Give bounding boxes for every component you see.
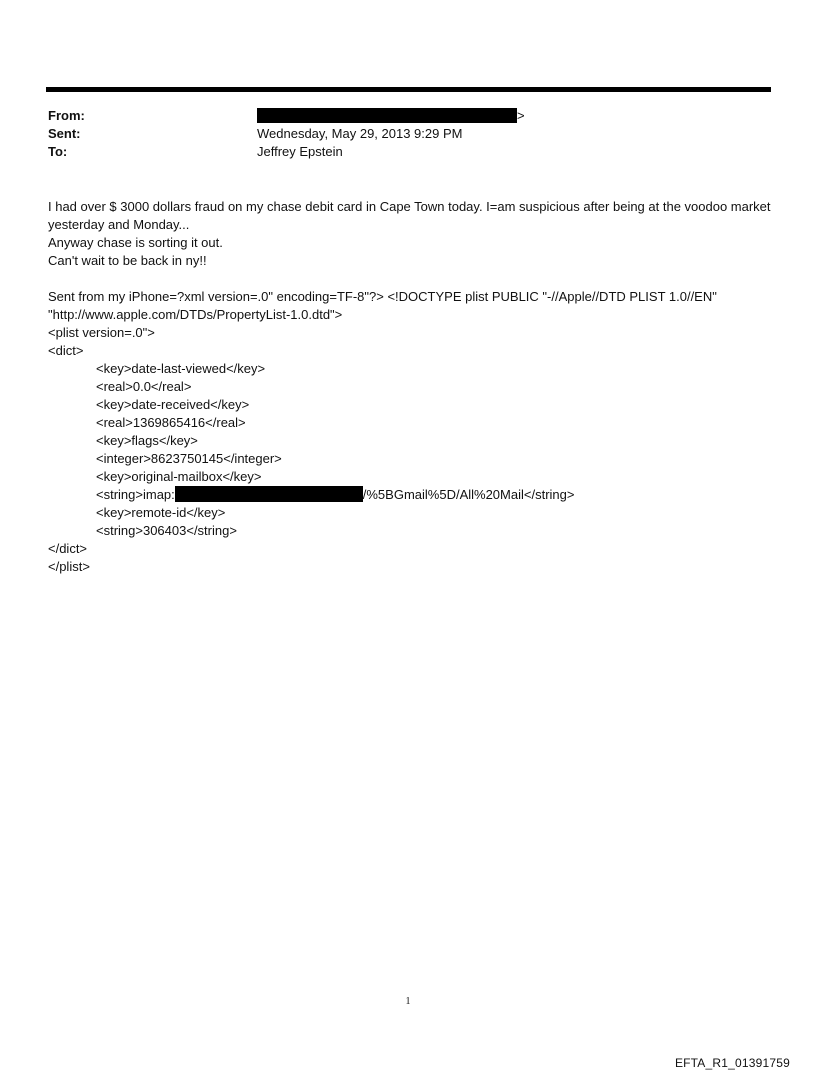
message-line: Can't wait to be back in ny!! <box>48 253 207 268</box>
imap-suffix: /%5BGmail%5D/All%20Mail</string> <box>362 487 575 502</box>
plist-entry: <string>306403</string> <box>96 523 237 538</box>
plist-open: <plist version=.0"> <box>48 325 155 340</box>
from-label: From: <box>48 108 85 123</box>
page-number: 1 <box>405 996 411 1007</box>
plist-entry: <key>original-mailbox</key> <box>96 469 262 484</box>
redaction-block <box>175 486 363 502</box>
plist-entry: <key>date-received</key> <box>96 397 250 412</box>
from-suffix: > <box>517 108 525 123</box>
to-value: Jeffrey Epstein <box>257 144 343 159</box>
to-label: To: <box>48 144 68 159</box>
plist-entry-imap <box>48 486 778 504</box>
dict-close: </dict> <box>48 541 88 556</box>
header-rule <box>46 87 771 92</box>
blank-line <box>48 270 778 288</box>
sent-value: Wednesday, May 29, 2013 9:29 PM <box>257 126 463 141</box>
plist-entry: <real>1369865416</real> <box>96 415 246 430</box>
message-paragraph: I had over $ 3000 dollars fraud on my chase debit card in Cape Town today. I=am suspicious after being at the voodoo market yesterday and Monday... <box>48 199 771 232</box>
plist-entry: <key>date-last-viewed</key> <box>96 361 266 376</box>
from-value <box>257 107 525 125</box>
message-line: Anyway chase is sorting it out. <box>48 235 223 250</box>
sent-label: Sent: <box>48 126 81 141</box>
plist-entry: <key>flags</key> <box>96 433 198 448</box>
plist-entry: <real>0.0</real> <box>96 379 192 394</box>
message-body <box>48 198 778 576</box>
imap-prefix: <string>imap: <box>96 487 175 502</box>
bates-number: EFTA_R1_01391759 <box>674 1056 790 1070</box>
redaction-block <box>257 108 517 123</box>
dict-open: <dict> <box>48 343 84 358</box>
plist-close: </plist> <box>48 559 90 574</box>
plist-entry: <integer>8623750145</integer> <box>96 451 282 466</box>
signature-xml: Sent from my iPhone=?xml version=.0" encoding=TF-8"?> <!DOCTYPE plist PUBLIC "-//Apple//DTD PLIST 1.0//EN" "http://www.apple.com/DTDs/PropertyList-1.0.dtd"> <box>48 289 717 322</box>
plist-entry: <key>remote-id</key> <box>96 505 226 520</box>
